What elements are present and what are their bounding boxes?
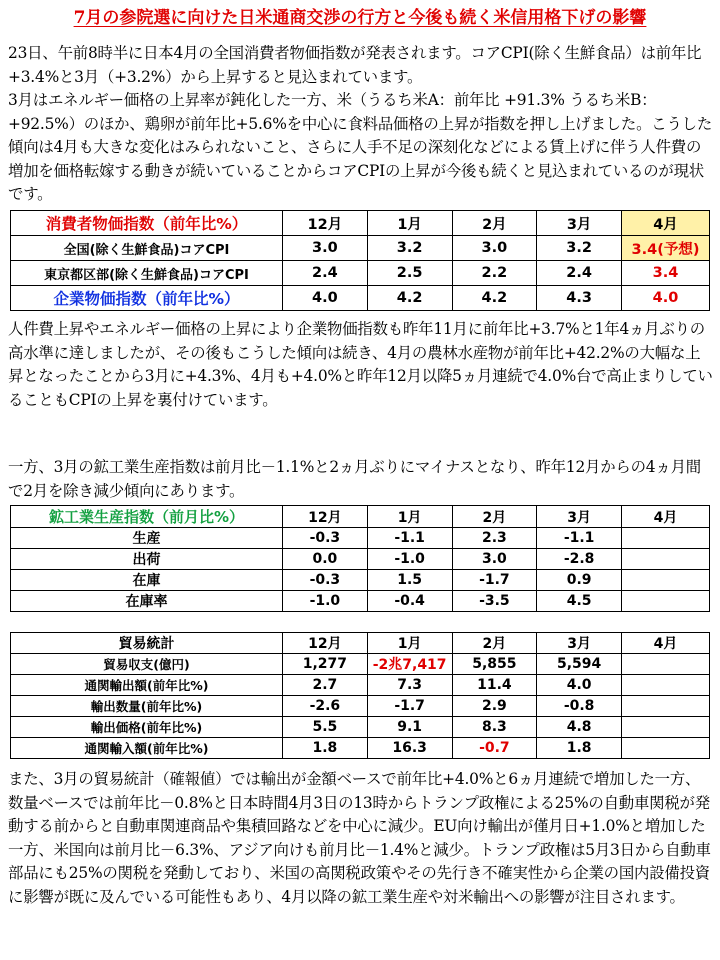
column-header: 12月 (283, 506, 368, 528)
table-header-row (11, 506, 710, 528)
table-cell: 1.8 (537, 738, 622, 759)
cpi-outlook-paragraph (8, 42, 714, 207)
column-header: 4月 (622, 211, 710, 236)
table-cell: -0.7 (452, 738, 537, 759)
table-cell: 4.3 (537, 286, 622, 311)
table-cell: 2.3 (452, 528, 537, 549)
table-cell: 4.5 (537, 591, 622, 612)
table-cell: 2.5 (367, 261, 452, 286)
table-cell: -0.3 (283, 570, 368, 591)
ppi-paragraph (8, 318, 714, 412)
table-cell: -0.4 (367, 591, 452, 612)
table-cell: -1.0 (283, 591, 368, 612)
table-cell: 4.0 (622, 286, 710, 311)
table-cell: 3.0 (452, 236, 537, 261)
row-label: 出荷 (11, 549, 283, 570)
table-row (11, 549, 710, 570)
table-cell: 4.0 (537, 675, 622, 696)
table-cell: 7.3 (367, 675, 452, 696)
table-cell: 4.2 (452, 286, 537, 311)
column-header: 2月 (452, 506, 537, 528)
table-cell: 1.8 (283, 738, 368, 759)
row-label: 貿易収支(億円) (11, 654, 283, 675)
table-cell: -2.6 (283, 696, 368, 717)
table-cell: -1.7 (452, 570, 537, 591)
table-row (11, 738, 710, 759)
table-header-label: 貿易統計 (11, 633, 283, 654)
table-row (11, 236, 710, 261)
table-cell: 2.2 (452, 261, 537, 286)
table-cell: 5,855 (452, 654, 537, 675)
table-cell: 2.4 (537, 261, 622, 286)
table-cell (622, 654, 710, 675)
table-cell: -2.8 (537, 549, 622, 570)
column-header: 4月 (622, 633, 710, 654)
table-cell: 11.4 (452, 675, 537, 696)
column-header: 1月 (367, 211, 452, 236)
column-header: 2月 (452, 633, 537, 654)
column-header: 3月 (537, 506, 622, 528)
table-cell (622, 549, 710, 570)
table-row (11, 717, 710, 738)
cpi-table (10, 210, 710, 311)
table-cell: 4.0 (283, 286, 368, 311)
table-cell: 9.1 (367, 717, 452, 738)
column-header: 12月 (283, 211, 368, 236)
table-row (11, 570, 710, 591)
table-cell: 3.0 (452, 549, 537, 570)
table-cell: -1.7 (367, 696, 452, 717)
table-cell (622, 591, 710, 612)
table-cell: -2兆7,417 (367, 654, 452, 675)
report-title: 7月の参院選に向けた日米通商交渉の行方と今後も続く米信用格下げの影響 (73, 8, 647, 28)
column-header: 1月 (367, 633, 452, 654)
table-cell: 0.0 (283, 549, 368, 570)
table-cell: 5,594 (537, 654, 622, 675)
table-cell: -1.1 (367, 528, 452, 549)
row-label: 在庫率 (11, 591, 283, 612)
table-header-label: 鉱工業生産指数（前月比%） (11, 506, 283, 528)
row-label: 輸出価格(前年比%) (11, 717, 283, 738)
table-row (11, 261, 710, 286)
column-header: 3月 (537, 633, 622, 654)
table-cell: 2.9 (452, 696, 537, 717)
row-label: 通関輸出額(前年比%) (11, 675, 283, 696)
table-cell: 1.5 (367, 570, 452, 591)
table-cell: 16.3 (367, 738, 452, 759)
table-cell: 1,277 (283, 654, 368, 675)
table-cell: 0.9 (537, 570, 622, 591)
table-cell: -0.3 (283, 528, 368, 549)
row-label: 生産 (11, 528, 283, 549)
column-header: 12月 (283, 633, 368, 654)
table-cell (622, 570, 710, 591)
table-cell: 3.4 (622, 261, 710, 286)
table-row (11, 528, 710, 549)
table-header-row (11, 211, 710, 236)
paragraph-line: 人件費上昇やエネルギー価格の上昇により企業物価指数も昨年11月に前年比+3.7%と1年4ヵ月ぶりの高水準に達しましたが、その後もこうした傾向は続き、4月の農林水産物が前年比+42.2%の大幅な上昇となったことから3月に+4.3%、4月も+4.0%と昨年12月以降5ヵ月連続で4.0%台で高止まりしていることもCPIの上昇を裏付けています。 (8, 320, 713, 409)
paragraph-line: また、3月の貿易統計（確報値）では輸出が金額ベースで前年比+4.0%と6ヵ月連続で増加した一方、数量ベースでは前年比－0.8%と日本時間4月3日の13時からトランプ政権による25%の自動車関税が発動する前からと自動車関連商品や集積回路などを中心に減少。EU向け輸出が僅月日+1.0%と増加した一方、米国向は前月比－6.3%、アジア向けも前月比－1.4%と減少。トランプ政権は5月3日から自動車部品にも25%の関税を発動しており、米国の高関税政策やその先行き不確実性から企業の国内設備投資に影響が既に及んでいる可能性もあり、4月以降の鉱工業生産や対米輸出への影響が注目されます。 (8, 770, 711, 906)
table-row (11, 591, 710, 612)
row-label: 企業物価指数（前年比%） (11, 286, 283, 311)
table-cell: 3.2 (537, 236, 622, 261)
row-label: 在庫 (11, 570, 283, 591)
table-cell (622, 717, 710, 738)
table-cell: 3.2 (367, 236, 452, 261)
table-cell: 8.3 (452, 717, 537, 738)
table-cell: 3.4(予想) (622, 236, 710, 261)
column-header: 1月 (367, 506, 452, 528)
paragraph-line: 3月はエネルギー価格の上昇率が鈍化した一方、米（うるち米A：前年比 +91.3% うるち米B：+92.5%）のほか、鶏卵が前年比+5.6%を中心に食料品価格の上昇が指数を押し上げました。こうした傾向は4月も大きな変化はみられないこと、さらに人手不足の深刻化などによる賃上げに伴う人件費の増加を価格転嫁する動きが続いていることからコアCPIの上昇が今後も続くと見込まれているのが現状です。 (8, 91, 713, 203)
table-row (11, 286, 710, 311)
table-cell (622, 738, 710, 759)
production-table (10, 505, 710, 612)
table-row (11, 696, 710, 717)
table-header-label: 消費者物価指数（前年比%） (11, 211, 283, 236)
table-row (11, 654, 710, 675)
table-cell (622, 696, 710, 717)
column-header: 4月 (622, 506, 710, 528)
column-header: 2月 (452, 211, 537, 236)
table-header-row (11, 633, 710, 654)
paragraph-line: 23日、午前8時半に日本4月の全国消費者物価指数が発表されます。コアCPI(除く生鮮食品）は前年比+3.4%と3月（+3.2%）から上昇すると見込まれています。 (8, 44, 702, 86)
trade-paragraph (8, 768, 714, 909)
row-label: 通関輸入額(前年比%) (11, 738, 283, 759)
production-paragraph (8, 456, 714, 503)
table-cell (622, 528, 710, 549)
row-label: 東京都区部(除く生鮮食品)コアCPI (11, 261, 283, 286)
table-cell: 5.5 (283, 717, 368, 738)
table-cell: -0.8 (537, 696, 622, 717)
row-label: 輸出数量(前年比%) (11, 696, 283, 717)
table-cell: -1.0 (367, 549, 452, 570)
table-cell: 2.4 (283, 261, 368, 286)
row-label: 全国(除く生鮮食品)コアCPI (11, 236, 283, 261)
trade-table (10, 632, 710, 759)
table-cell: 3.0 (283, 236, 368, 261)
table-cell: -1.1 (537, 528, 622, 549)
table-cell: 4.2 (367, 286, 452, 311)
table-cell: 4.8 (537, 717, 622, 738)
table-cell: -3.5 (452, 591, 537, 612)
paragraph-line: 一方、3月の鉱工業生産指数は前月比－1.1%と2ヵ月ぶりにマイナスとなり、昨年12月からの4ヵ月間で2月を除き減少傾向にあります。 (8, 458, 701, 500)
table-cell (622, 675, 710, 696)
table-cell: 2.7 (283, 675, 368, 696)
column-header: 3月 (537, 211, 622, 236)
table-row (11, 675, 710, 696)
